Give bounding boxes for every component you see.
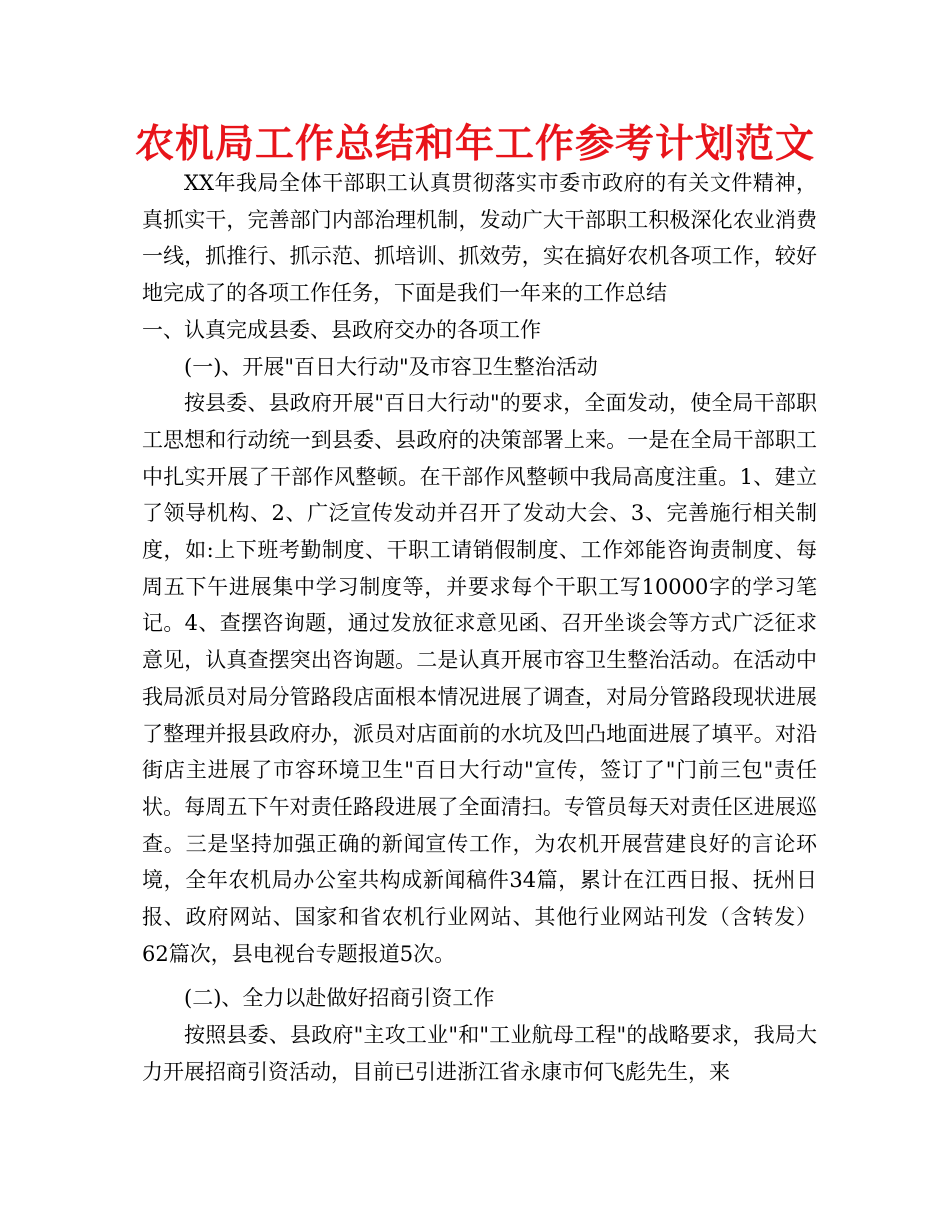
paragraph-campaign: 按县委、县政府开展"百日大行动"的要求，全面发动，使全局干部职工思想和行动统一到县委、县政府的决策部署上来。一是在全局干部职工中扎实开展了干部作风整顿。在干部作风整顿中我局高度注重。1、建立了领导机构、2、广泛宣传发动并召开了发动大会、3、完善施行相关制度，如:上下班考勤制度、干职工请销假制度、工作郊能咨询责制度、每周五下午进展集中学习制度等，并要求每个干职工写10000字的学习笔记。4、查摆咨询题，通过发放征求意见函、召开坐谈会等方式广泛征求意见，认真查摆突出咨询题。二是认真开展市容卫生整治活动。在活动中我局派员对局分管路段店面根本情况进展了调查，对局分管路段现状进展了整理并报县政府办，派员对店面前的水坑及凹凸地面进展了填平。对沿街店主进展了市容环境卫生"百日大行动"宣传，签订了"门前三包"责任状。每周五下午对责任路段进展了全面清扫。专管员每天对责任区进展巡查。三是坚持加强正确的新闻宣传工作，为农机开展营建良好的言论环境，全年农机局办公室共构成新闻稿件34篇，累计在江西日报、抚州日报、政府网站、国家和省农机行业网站、其他行业网站刊发（含转发）62篇次，县电视台专题报道5次。 xyxy=(142,391,817,966)
paragraph-investment: 按照县委、县政府"主攻工业"和"工业航母工程"的战略要求，我局大力开展招商引资活动，目前已引进浙江省永康市何飞彪先生，来 xyxy=(142,1023,817,1084)
document-body xyxy=(142,165,817,1091)
paragraph-intro: XX年我局全体干部职工认真贯彻落实市委市政府的有关文件精神，真抓实干，完善部门内部治理机制，发动广大干部职工积极深化农业消费一线，抓推行、抓示范、抓培训、抓效劳，实在搞好农机各项工作，较好地完成了的各项工作任务，下面是我们一年来的工作总结 xyxy=(142,171,817,306)
subsection-heading-1: (一)、开展"百日大行动"及市容卫生整治活动 xyxy=(184,354,598,379)
subsection-heading-2: (二)、全力以赴做好招商引资工作 xyxy=(184,986,495,1011)
section-heading-1: 一、认真完成县委、县政府交办的各项工作 xyxy=(142,317,541,342)
document-title: 农机局工作总结和年工作参考计划范文 xyxy=(134,122,815,167)
